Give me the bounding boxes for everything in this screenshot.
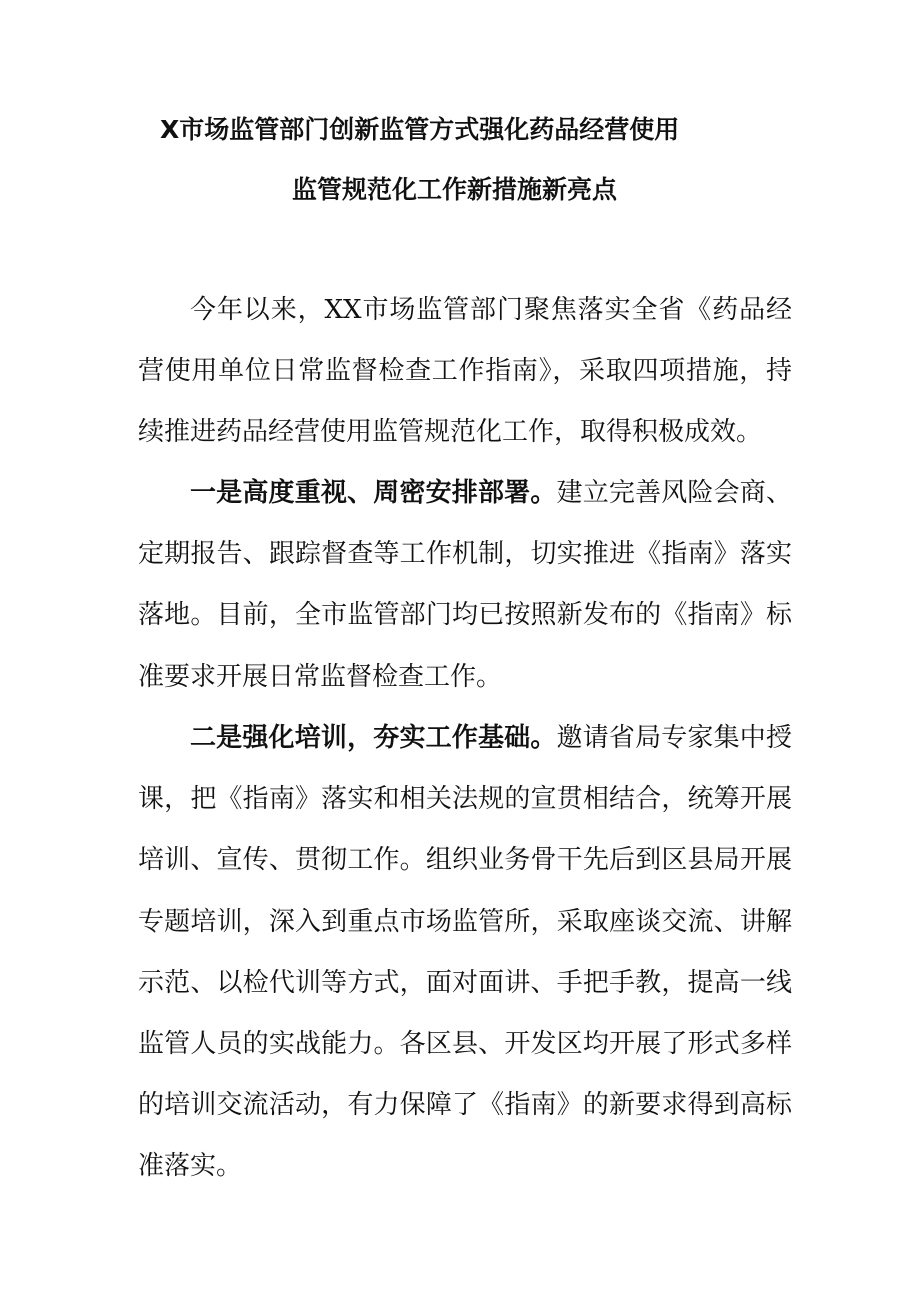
measure-one-heading: 一是高度重视、周密安排部署。 [190, 478, 557, 508]
measure-one-text: 建立完善风险会商、定期报告、跟踪督查等工作机制，切实推进《指南》落实落地。目前，全市监管部门均已按照新发布的《指南》标准要求开展日常监督检查工作。 [138, 478, 792, 692]
paragraph-measure-one [138, 463, 792, 708]
measure-two-heading: 二是强化培训，夯实工作基础。 [190, 723, 557, 753]
paragraph-intro: 今年以来，XX市场监管部门聚焦落实全省《药品经营使用单位日常监督检查工作指南》，采取四项措施，持续推进药品经营使用监管规范化工作，取得积极成效。 [138, 295, 792, 448]
measure-two-text: 邀请省局专家集中授课，把《指南》落实和相关法规的宣贯相结合，统筹开展培训、宣传、贯彻工作。组织业务骨干先后到区县局开展专题培训，深入到重点市场监管所，采取座谈交流、讲解示范、以检代训等方式，面对面讲、手把手教，提高一线监管人员的实战能力。各区县、开发区均开展了形式多样的培训交流活动，有力保障了《指南》的新要求得到高标准落实。 [138, 723, 792, 1182]
document-title-line-2: 监管规范化工作新措施新亮点 [292, 175, 618, 204]
paragraph-measure-two [138, 708, 792, 1198]
document-title-line-1: X市场监管部门创新监管方式强化药品经营使用 [160, 115, 680, 144]
